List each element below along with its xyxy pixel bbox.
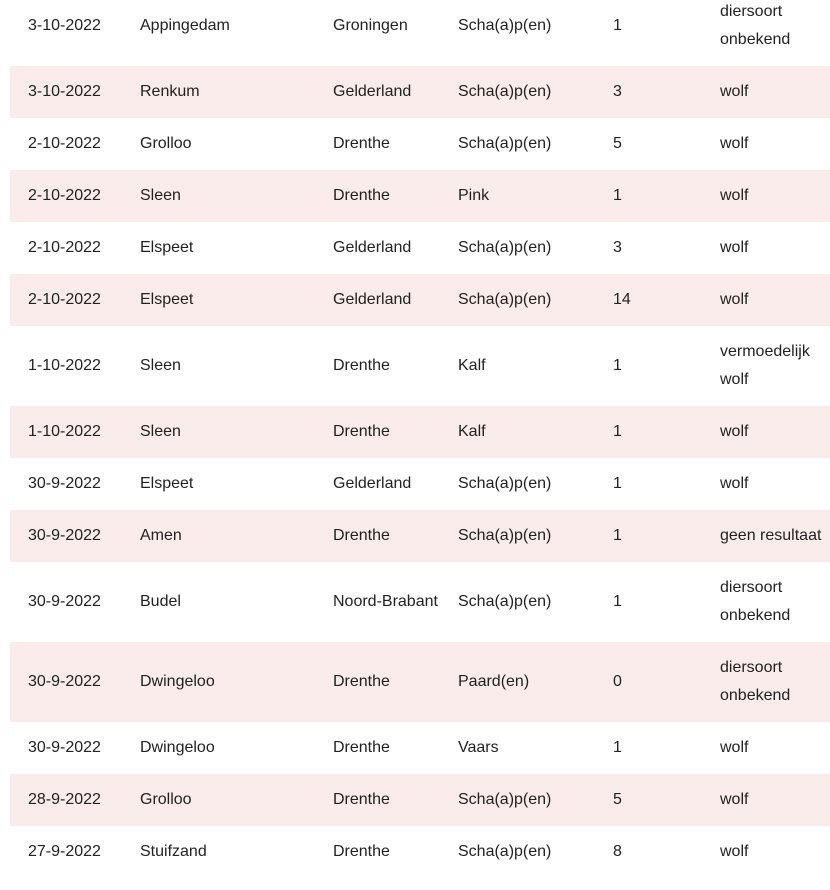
cell-count: 5 [613, 135, 622, 152]
cell-result: diersoort onbekend [720, 3, 791, 48]
cell-count: 5 [613, 774, 720, 826]
cell-victim: Scha(a)p(en) [458, 135, 552, 152]
cell-count: 1 [613, 357, 622, 374]
table-row [10, 826, 830, 878]
cell-result: wolf [720, 239, 749, 256]
cell-victim: Scha(a)p(en) [458, 239, 552, 256]
cell-date: 28-9-2022 [10, 774, 140, 826]
cell-result: wolf [720, 774, 830, 826]
cell-place: Sleen [140, 406, 333, 458]
table-row [10, 722, 830, 774]
cell-count: 0 [613, 642, 720, 722]
cell-province: Drenthe [333, 739, 390, 756]
cell-count: 14 [613, 274, 720, 326]
cell-date: 30-9-2022 [28, 475, 101, 492]
cell-province: Drenthe [333, 357, 390, 374]
cell-date: 27-9-2022 [28, 843, 101, 860]
cell-date: 30-9-2022 [10, 642, 140, 722]
cell-place: Sleen [140, 357, 181, 374]
cell-count: 3 [613, 66, 720, 118]
cell-place: Stuifzand [140, 843, 207, 860]
cell-victim: Kalf [458, 406, 613, 458]
cell-victim: Scha(a)p(en) [458, 274, 613, 326]
cell-victim: Paard(en) [458, 642, 613, 722]
cell-count: 1 [613, 739, 622, 756]
cell-result: wolf [720, 170, 830, 222]
table-row [10, 0, 830, 66]
cell-count: 1 [613, 17, 622, 34]
cell-place: Dwingeloo [140, 642, 333, 722]
cell-place: Renkum [140, 66, 333, 118]
cell-date: 2-10-2022 [10, 170, 140, 222]
cell-date: 2-10-2022 [28, 239, 101, 256]
cell-victim: Scha(a)p(en) [458, 17, 552, 34]
cell-province: Drenthe [333, 170, 458, 222]
cell-count: 1 [613, 170, 720, 222]
cell-victim: Scha(a)p(en) [458, 66, 613, 118]
table-row [10, 642, 830, 722]
cell-place: Sleen [140, 170, 333, 222]
cell-victim: Scha(a)p(en) [458, 774, 613, 826]
cell-result: wolf [720, 843, 749, 860]
incident-table [10, 0, 830, 878]
cell-date: 1-10-2022 [10, 406, 140, 458]
cell-count: 1 [613, 510, 720, 562]
cell-result: wolf [720, 739, 749, 756]
cell-province: Gelderland [333, 274, 458, 326]
cell-place: Elspeet [140, 475, 194, 492]
table-row [10, 774, 830, 826]
cell-result: geen resultaat [720, 510, 830, 562]
cell-date: 2-10-2022 [28, 135, 101, 152]
cell-victim: Kalf [458, 357, 486, 374]
cell-province: Gelderland [333, 239, 412, 256]
cell-date: 3-10-2022 [28, 17, 101, 34]
incident-table-body [10, 0, 830, 878]
cell-place: Budel [140, 593, 181, 610]
cell-place: Dwingeloo [140, 739, 215, 756]
cell-result: wolf [720, 135, 749, 152]
cell-victim: Scha(a)p(en) [458, 475, 552, 492]
cell-province: Drenthe [333, 642, 458, 722]
table-row [10, 170, 830, 222]
cell-date: 1-10-2022 [28, 357, 101, 374]
table-row [10, 66, 830, 118]
cell-province: Gelderland [333, 475, 412, 492]
cell-victim: Pink [458, 170, 613, 222]
cell-victim: Vaars [458, 739, 499, 756]
cell-date: 30-9-2022 [10, 510, 140, 562]
cell-result: vermoedelijk wolf [720, 343, 810, 388]
cell-place: Appingedam [140, 17, 230, 34]
cell-result: wolf [720, 274, 830, 326]
cell-date: 3-10-2022 [10, 66, 140, 118]
cell-count: 1 [613, 406, 720, 458]
cell-date: 30-9-2022 [28, 593, 101, 610]
table-row [10, 118, 830, 170]
cell-result: diersoort onbekend [720, 579, 791, 624]
cell-province: Groningen [333, 17, 408, 34]
cell-date: 2-10-2022 [10, 274, 140, 326]
cell-count: 1 [613, 593, 622, 610]
table-row [10, 274, 830, 326]
cell-count: 1 [613, 475, 622, 492]
cell-date: 30-9-2022 [28, 739, 101, 756]
cell-result: wolf [720, 475, 749, 492]
cell-place: Grolloo [140, 135, 192, 152]
cell-province: Noord-Brabant [333, 593, 438, 610]
table-row [10, 406, 830, 458]
cell-victim: Scha(a)p(en) [458, 510, 613, 562]
cell-result: diersoort onbekend [720, 642, 830, 722]
table-row [10, 562, 830, 642]
cell-province: Drenthe [333, 135, 390, 152]
cell-result: wolf [720, 66, 830, 118]
cell-place: Elspeet [140, 274, 333, 326]
cell-count: 8 [613, 843, 622, 860]
table-row [10, 326, 830, 406]
table-row [10, 222, 830, 274]
cell-result: wolf [720, 406, 830, 458]
cell-count: 3 [613, 239, 622, 256]
cell-place: Grolloo [140, 774, 333, 826]
cell-place: Amen [140, 510, 333, 562]
cell-victim: Scha(a)p(en) [458, 593, 552, 610]
cell-province: Drenthe [333, 510, 458, 562]
cell-province: Gelderland [333, 66, 458, 118]
cell-province: Drenthe [333, 406, 458, 458]
table-row [10, 458, 830, 510]
incident-table-container [10, 0, 830, 878]
cell-victim: Scha(a)p(en) [458, 843, 552, 860]
table-row [10, 510, 830, 562]
cell-province: Drenthe [333, 843, 390, 860]
cell-place: Elspeet [140, 239, 194, 256]
cell-province: Drenthe [333, 774, 458, 826]
